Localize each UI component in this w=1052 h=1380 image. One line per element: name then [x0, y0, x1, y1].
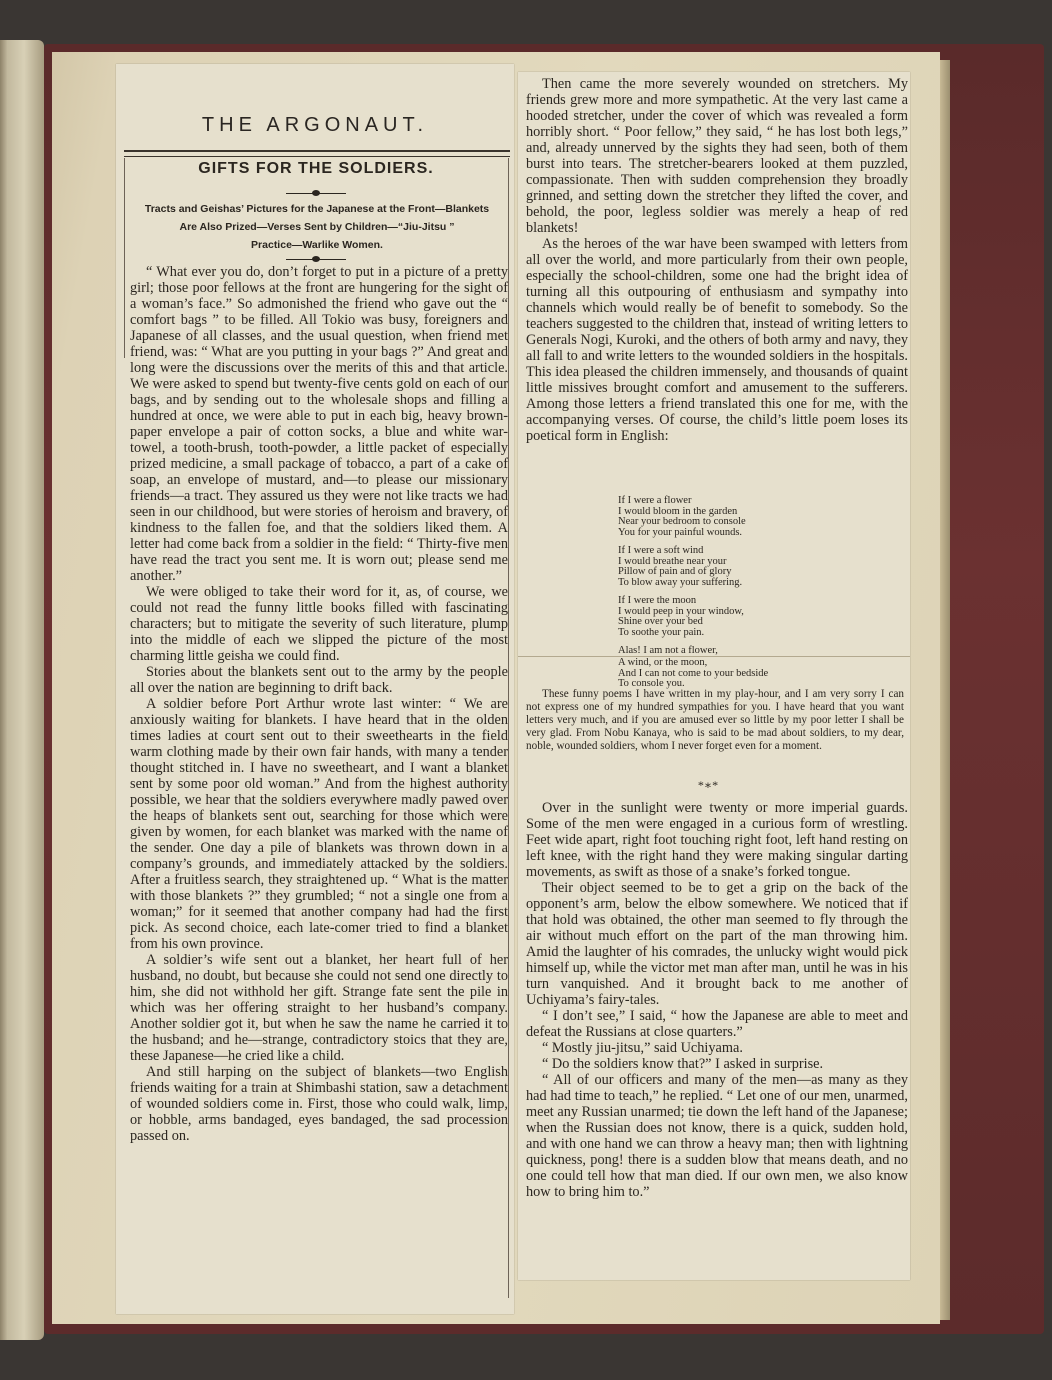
paragraph: “ Mostly jiu-jitsu,” said Uchiyama.	[542, 1040, 743, 1056]
right-column-text-bottom	[526, 800, 908, 1200]
paragraph: Then came the more severely wounded on stretchers. My friends grew more and more sympathetic. At the very last came a hooded stretcher, under the cover of which was revealed a form horribly short. “ Poor fellow,” they said, “ he has lost both legs,” and, already unnerved by the sights they had seen, both of them burst into tears. The stretcher-bearers looked at them puzzled, compassionate. Then with sudden comprehension they broadly grinned, and setting down the stretcher they lifted the cover, and behold, the poor, legless soldier was merely a heap of red blankets!	[526, 76, 908, 236]
article-headline: GIFTS FOR THE SOLDIERS.	[198, 160, 434, 177]
poem-stanza: If I were the moon I would peep in your window, Shine over your bed To soothe your pain.	[618, 595, 744, 638]
poem-stanza: Alas! I am not a flower,	[618, 645, 718, 656]
child-letter	[526, 688, 904, 753]
column-rule-left	[124, 158, 125, 358]
left-column-text	[130, 264, 508, 1144]
ornament-divider	[286, 190, 346, 196]
paragraph: These funny poems I have written in my play-hour, and I am very sorry I can not express one of my hundred sympathies for you. I have heard that you want letters very much, and if you are amused ever so little by my poor letter I shall be very glad. From Nobu Kanaya, who is said to be mad about soldiers, to my dear, noble, wounded soldiers, whom I never forget even for a moment.	[526, 688, 904, 752]
paragraph: A soldier’s wife sent out a blanket, her heart full of her husband, no doubt, but because she could not send one directly to him, she did not withhold her gift. Strange fate sent the pile in which was her offering straight to her husband’s company. Another soldier got it, but when he saw the name he carried it to the husband; and he—strange, contradictory stoics that they are, these Japanese—he cried like a child.	[130, 952, 508, 1064]
ornament-divider	[286, 256, 346, 262]
deck-line: Practice—Warlike Women.	[251, 239, 383, 251]
clipping-seam	[518, 656, 910, 657]
paragraph: And still harping on the subject of blankets—two English friends waiting for a train at Shimbashi station, saw a detachment of wounded soldiers come in. First, those who could walk, limp, or hobble, arms bandaged, eyes bandaged, the sad procession passed on.	[130, 1064, 508, 1144]
book-gutter	[0, 40, 8, 1340]
paragraph: A soldier before Port Arthur wrote last winter: “ We are anxiously waiting for blankets. I have heard that in the olden times ladies at court sent out to their sweethearts in the field warm clothing made by their own fair hands, with many a tender thought stitched in. I have no sweetheart, and I want a blanket sent by some poor old woman.” And from the highest authority possible, we hear that the soldiers everywhere madly pawed over the heaps of blankets sent out, searching for those which were given by women, for each blanket was marked with the name of the sender. One day a pile of blankets was thrown down in a company’s grounds, and immediately attacked by the soldiers. After a fruitless search, they straightened up. “ What is the matter with those blankets ?” they grumbled; “ not a single one from a woman;” for it seemed that another company had had the first pick. As second choice, each late-comer tried to find a blanket from his own province.	[130, 696, 508, 952]
deck-line: Tracts and Geishas’ Pictures for the Japanese at the Front—Blankets	[144, 203, 490, 215]
paragraph: As the heroes of the war have been swamped with letters from all over the world, and more particularly from their own people, especially the school-children, some one had the bright idea of turning all this outpouring of enthusiasm and sympathy into channels which would really be of benefit to somebody. So the teachers suggested to the children that, instead of writing letters to Generals Nogi, Kuroki, and the others of both army and navy, they all fall to and write letters to the wounded soldiers in the hospitals. This idea pleased the children immensely, and thousands of quaint little missives brought comfort and amusement to the sufferers. Among those letters a friend translated this one for me, with the accompanying verses. Of course, the child’s little poem loses its poetical form in English:	[526, 236, 908, 444]
clipping-right	[518, 72, 910, 1280]
masthead-rule	[124, 150, 510, 157]
paragraph: “ All of our officers and many of the men—as many as they had had time to teach,” he replied. “ Let one of our men, unarmed, meet any Russian unarmed; tie down the left hand of the Japanese; when the Russian does not know, there is a quick, sudden hold, and with one hand we can throw a heavy man; then with lightning quickness, pong! there is a sudden blow that means death, and no one could tell how that man died. If our own men, we also know how to bring him to.”	[526, 1072, 908, 1200]
column-rule	[508, 158, 509, 1298]
paragraph: Over in the sunlight were twenty or more imperial guards. Some of the men were engaged in a curious form of wrestling. Feet wide apart, right foot touching right foot, left hand resting on left knee, with the right hand they were making singular darting movements, as swift as those of a snake’s forked tongue.	[526, 800, 908, 880]
paragraph: We were obliged to take their word for it, as, of course, we could not read the funny little books filled with fascinating characters; but to mitigate the severity of such literature, plump into the middle of each we slipped the picture of the most charming little geisha we could find.	[130, 584, 508, 664]
child-poem	[618, 496, 858, 665]
paragraph: “ Do the soldiers know that?” I asked in surprise.	[542, 1056, 824, 1072]
asterism-divider: *∗*	[697, 778, 719, 792]
paragraph: “ What ever you do, don’t forget to put in a picture of a pretty girl; those poor fellows at the front are hungering for the sight of a woman’s face.” So admonished the friend who gave out the “ comfort bags ” to be filled. All Tokio was busy, foreigners and Japanese of all classes, and the usual question, when friend met friend, was: “ What are you putting in your bags ?” And great and long were the discussions over the merits of this and that article. We were asked to spend but twenty-five cents gold on each of our bags, and by sending out to the wholesale shops and filling a hundred at once, we were able to put in each big, heavy brown-paper envelope a pair of cotton socks, a blue and white war-towel, a tooth-brush, tooth-powder, a little packet of especially prized medicine, a small package of tobacco, a part of a cake of soap, an envelope of mustard, and—to please our missionary friends—a tract. They assured us they were not like tracts we had seen in our childhood, but were stories of heroism and bravery, of kindness to the fallen foe, and that the soldiers liked them. A letter had come back from a soldier in the field: “ Thirty-five men have read the tract you sent me. It is worn out; please send me another.”	[130, 264, 508, 584]
paragraph: Stories about the blankets sent out to the army by the people all over the nation are beginning to drift back.	[130, 664, 508, 696]
clipping-left	[116, 64, 514, 1314]
article-deck	[126, 200, 508, 254]
right-column-text-top	[526, 76, 908, 444]
masthead: THE ARGONAUT.	[201, 114, 429, 136]
poem-stanza: If I were a flower I would bloom in the garden Near your bedroom to console You for your painful wounds.	[618, 495, 746, 538]
poem-stanza: A wind, or the moon, And I can not come to your bedside To console you.	[618, 657, 769, 689]
facing-page-edge	[0, 40, 44, 1340]
page-stack-edge	[940, 60, 950, 1320]
poem-stanza: If I were a soft wind I would breathe near your Pillow of pain and of glory To blow away your suffering.	[618, 545, 743, 588]
deck-line: Are Also Prized—Verses Sent by Children—“Jiu-Jitsu ”	[179, 221, 455, 233]
paragraph: “ I don’t see,” I said, “ how the Japanese are able to meet and defeat the Russians at close quarters.”	[526, 1008, 908, 1040]
paragraph: Their object seemed to be to get a grip on the back of the opponent’s arm, below the elbow somewhere. We noticed that if that hold was obtained, the other man seemed to fly through the air without much effort on the part of the man throwing him. Amid the laughter of his comrades, the unlucky wight would pick himself up, while the victor met man after man, until he was in his turn vanquished. And it brought back to me another of Uchiyama’s fairy-tales.	[526, 880, 908, 1008]
